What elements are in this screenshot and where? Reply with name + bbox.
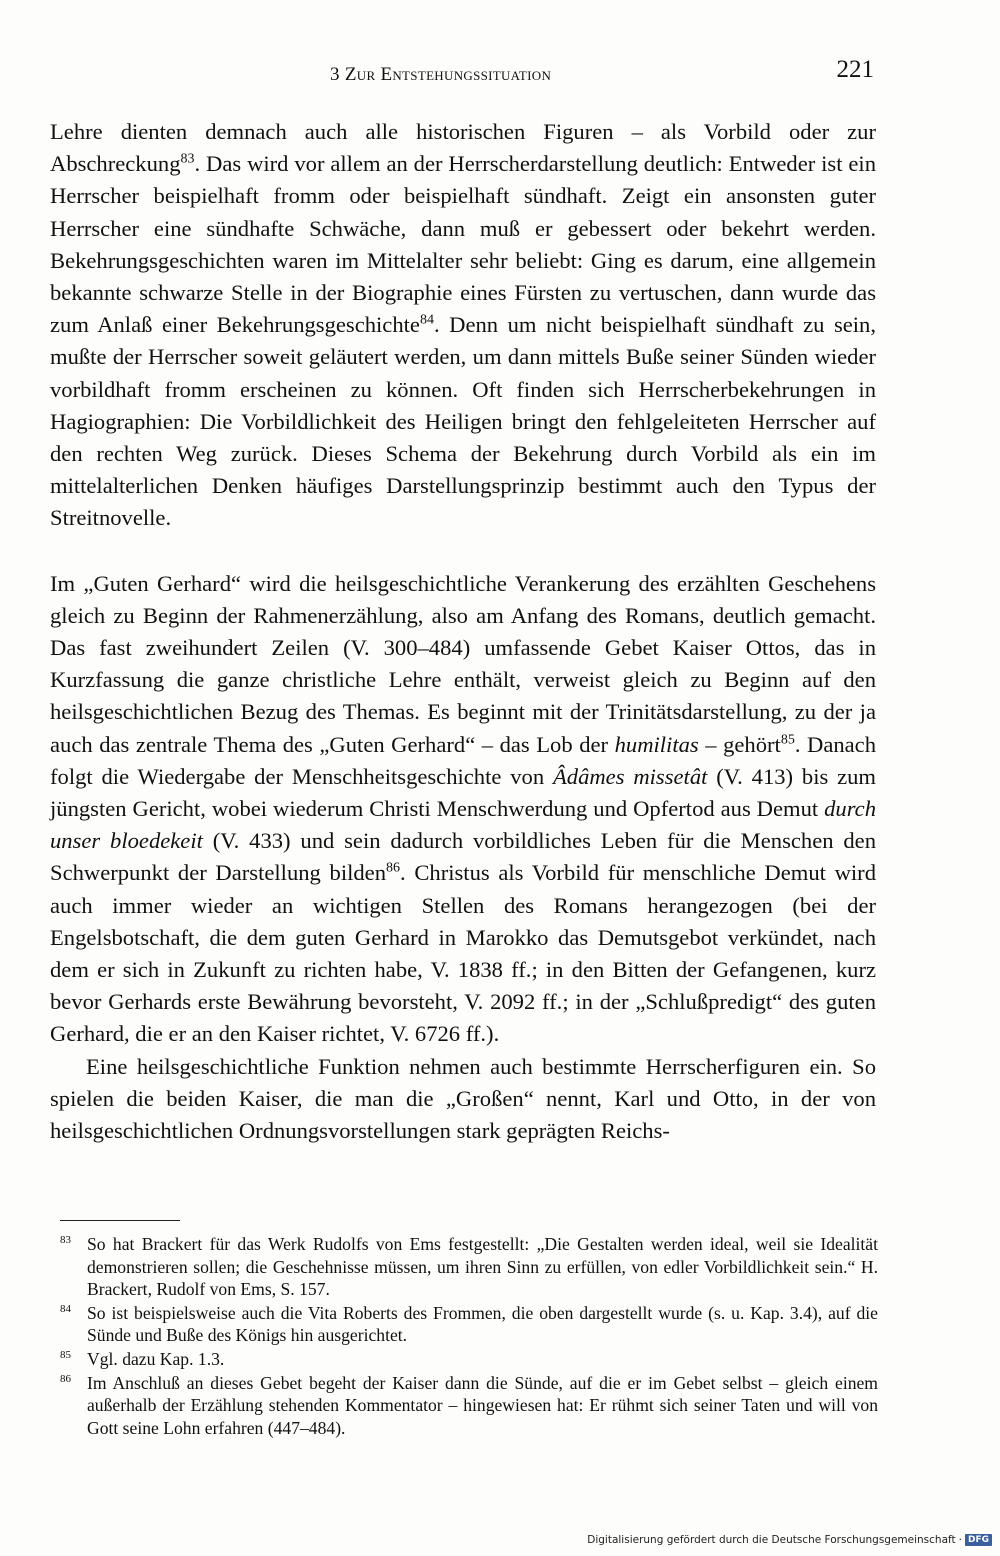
footnote-mark: 85 (60, 1348, 71, 1361)
footnote-ref-83[interactable]: 83 (180, 151, 195, 167)
paragraph-text: . Denn um nicht beispielhaft sündhaft zu sein, mußte der Herrscher soweit geläutert werden, um dann mittels Buße seiner Sünden wieder vorbildhaft fromm erscheinen zu können. Oft finden sich Herrscherbekehrungen in Hagiographien: Die Vorbildlichkeit des Heiligen bringt den fehlgeleiteten Herrscher auf den rechten Weg zurück. Dieses Schema der Bekehrung durch Vorbild als ein im mittelalterlichen Denken häufiges Darstellungsprinzip bestimmt auch den Typus der Streitnovelle. (50, 312, 876, 531)
paragraph-text: – gehört (698, 731, 781, 757)
footnote-text: Vgl. dazu Kap. 1.3. (87, 1348, 225, 1369)
footnote-84 (60, 1302, 878, 1347)
paragraph-2 (50, 568, 876, 1051)
footnote-text: Im Anschluß an dieses Gebet begeht der Kaiser dann die Sünde, auf die er im Gebet selbst – gleich einem außerhalb der Erzählung stehenden Kommentator – hingewiesen hat: Er rühmt sich seiner Taten und will von Gott seine Lohn erfahren (447–484). (87, 1372, 878, 1438)
paragraph-text: . Christus als Vorbild für menschliche Demut wird auch immer wieder an wichtigen Stellen des Romans herangezogen (bei der Engelsbotschaft, die dem guten Gerhard in Marokko das Demutsgebot verkündet, nach dem er sich in Zukunft zu richten habe, V. 1838 ff.; in den Bitten der Gefangenen, kurz bevor Gerhards erste Bewährung bevorsteht, V. 2092 ff.; in der „Schlußpredigt“ des guten Gerhard, die er an den Kaiser richtet, V. 6726 ff.). (50, 860, 876, 1047)
footnote-mark: 84 (60, 1302, 71, 1315)
paragraph-text: Lehre dienten demnach auch alle historischen Figuren – als Vorbild oder zur Abschreckung (50, 119, 876, 177)
credit-text: Digitalisierung gefördert durch die Deutsche Forschungsgemeinschaft (587, 1534, 956, 1546)
footnotes (60, 1233, 878, 1440)
paragraph-text: Eine heilsgeschichtliche Funktion nehmen auch bestimmte Herrscherfiguren ein. So spielen die beiden Kaiser, die man die „Großen“ nennt, Karl und Otto, in der von heilsgeschichtlichen Ordnungsvorstellungen stark geprägten Reichs- (50, 1053, 876, 1144)
paragraph-text: . Das wird vor allem an der Herrscherdarstellung deutlich: Entweder ist ein Herrscher beispielhaft fromm oder beispielhaft sündhaft. Zeigt ein ansonsten guter Herrscher eine sündhafte Schwäche, dann muß er gebessert oder bekehrt werden. Bekehrungsgeschichten waren im Mittelalter sehr beliebt: Ging es darum, eine allgemein bekannte schwarze Stelle in der Biographie eines Fürsten zu vertuschen, dann wurde das zum Anlaß einer Bekehrungsgeschichte (50, 151, 876, 338)
emphasis-text: Âdâmes missetât (552, 763, 708, 789)
body-text (50, 116, 876, 1147)
paragraph-3 (50, 1051, 876, 1148)
footnote-mark: 83 (60, 1234, 71, 1246)
footnote-text: So hat Brackert für das Werk Rudolfs von Ems festgestellt: „Die Gestalten werden ideal, weil sie Idealität demonstrieren sollen; die Geschehnisse müssen, um ihren Sinn zu erfüllen, von edler Vorbildlichkeit sein.“ H. Brackert, Rudolf von Ems, S. 157. (87, 1234, 878, 1300)
footnote-ref-85[interactable]: 85 (780, 732, 795, 748)
footnote-86 (60, 1372, 878, 1440)
running-title: 3 Zur Entstehungssituation (330, 64, 552, 85)
footnote-ref-86[interactable]: 86 (386, 860, 401, 876)
footnote-85 (60, 1348, 878, 1371)
running-head (50, 56, 876, 92)
emphasis-text: humilitas (614, 731, 699, 757)
paragraph-text: Im „Guten Gerhard“ wird die heilsgeschichtliche Verankerung des erzählten Geschehens gleich zu Beginn der Rahmenerzählung, also am Anfang des Romans, deutlich gemacht. Das fast zweihundert Zeilen (V. 300–484) umfassende Gebet Kaiser Ottos, das in Kurzfassung die ganze christliche Lehre enthält, verweist gleich zu Beginn auf den heilsgeschichtlichen Bezug des Themas. Es beginnt mit der Trinitätsdarstellung, zu der ja auch das zentrale Thema des „Guten Gerhard“ – das Lob der (50, 570, 876, 757)
footnote-separator (60, 1220, 180, 1221)
footnote-text: So ist beispielsweise auch die Vita Roberts des Frommen, die oben dargestellt wurde (s. u. Kap. 3.4), auf die Sünde und Buße des Königs hin ausgerichtet. (87, 1302, 878, 1346)
emphasis-text: durch unser bloedekeit (50, 796, 876, 854)
paragraph-1 (50, 116, 876, 535)
digitization-credit: Digitalisierung gefördert durch die Deutsche Forschungsgemeinschaft · DFG (587, 1534, 992, 1546)
paragraph-text: (V. 413) bis zum jüngsten Gericht, wobei wiederum Christi Menschwerdung und Opfertod aus Demut (50, 763, 876, 822)
dfg-logo-icon: DFG (965, 1534, 992, 1546)
footnote-ref-84[interactable]: 84 (419, 312, 434, 328)
footnote-mark: 86 (60, 1372, 71, 1385)
paragraph-text: (V. 433) und sein dadurch vorbildliches Leben für die Menschen den Schwerpunkt der Darstellung bilden (50, 828, 876, 886)
footnote-83 (60, 1233, 878, 1301)
paragraph-text: . Danach folgt die Wiedergabe der Menschheitsgeschichte von (50, 731, 876, 789)
page-number: 221 (836, 56, 874, 83)
